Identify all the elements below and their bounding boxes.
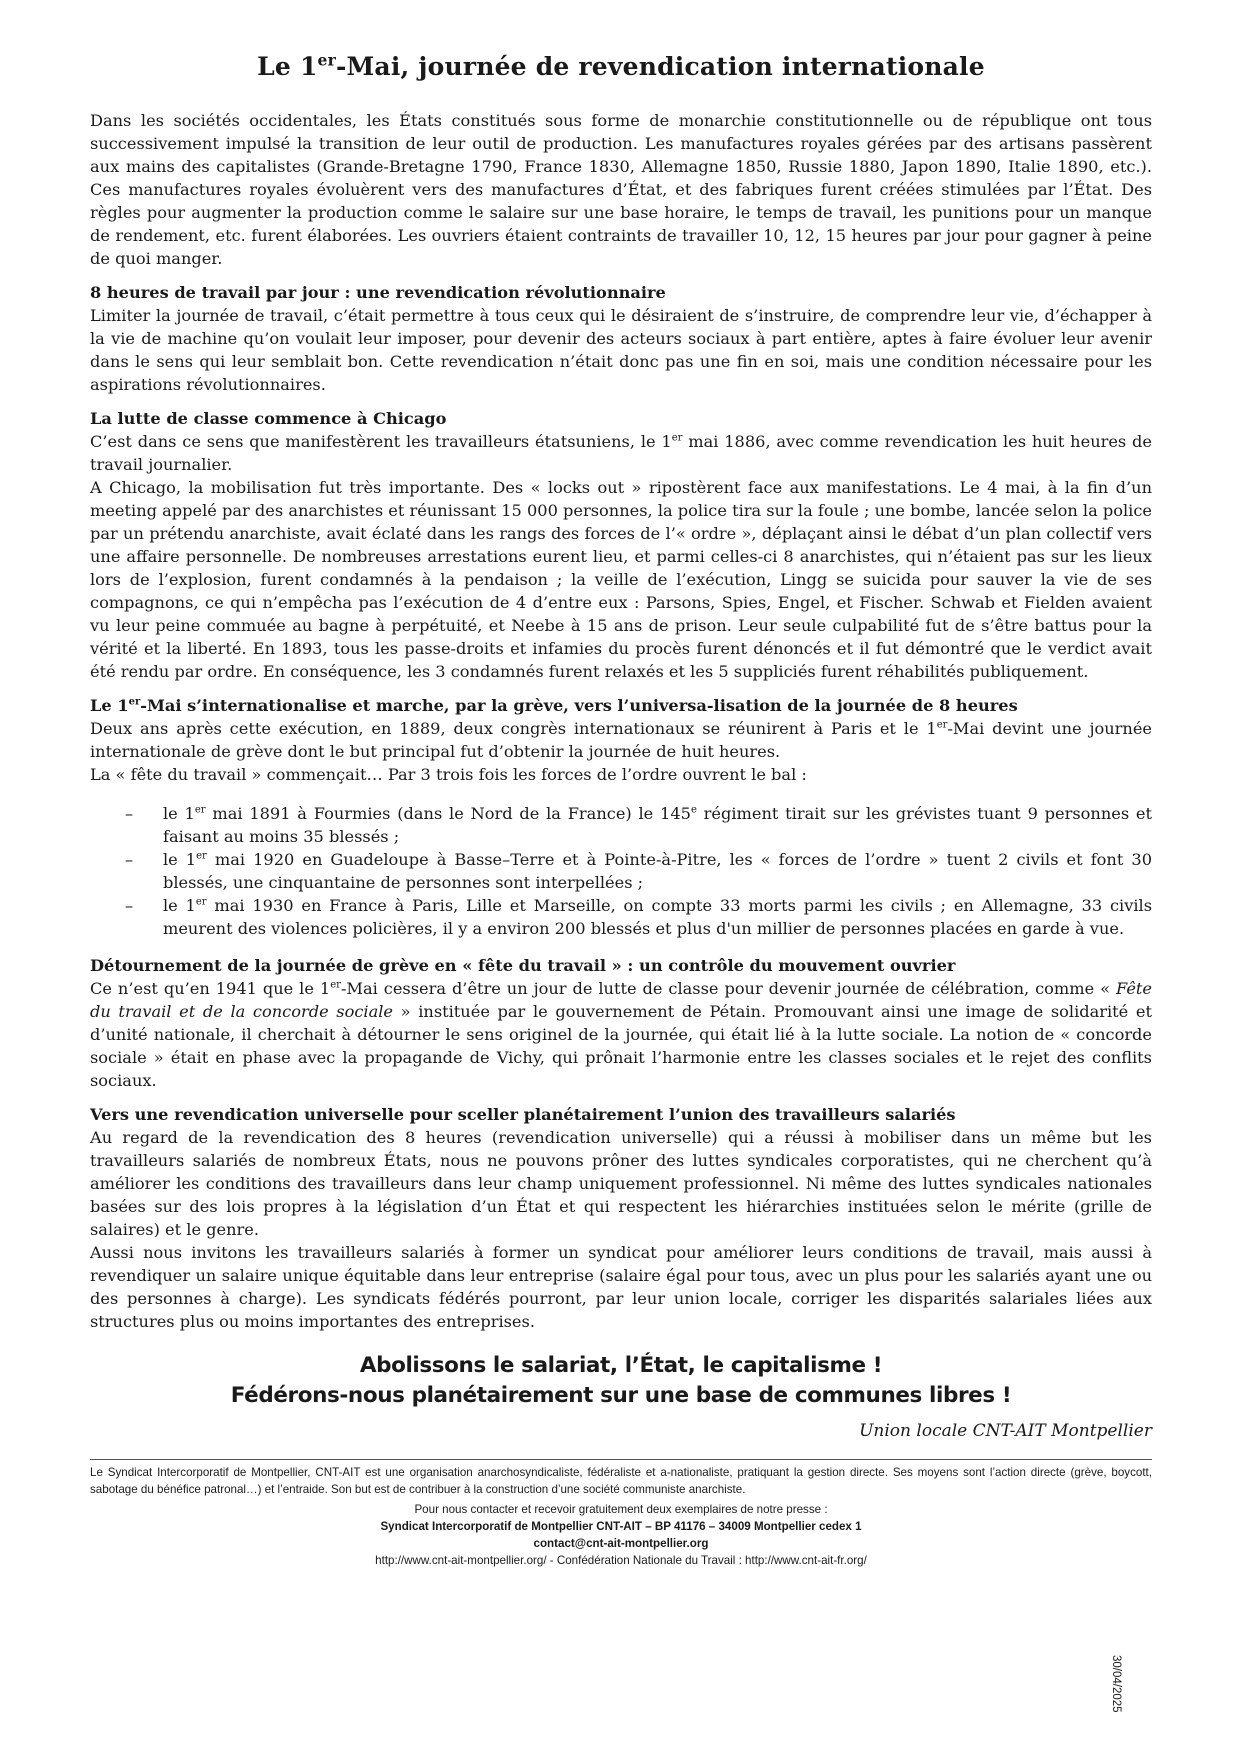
section-paragraph: C’est dans ce sens que manifestèrent les travailleurs étatsuniens, le 1er mai 1886, avec comme revendication les huit heures de travail journalier. (90, 432, 1152, 474)
section-title: Vers une revendication universelle pour sceller planétairement l’union des travailleurs salariés (90, 1105, 956, 1124)
list-item: – le 1er mai 1930 en France à Paris, Lille et Marseille, on compte 33 morts parmi les civils ; en Allemagne, 33 civils meurent des violences policières, il y a environ 200 blessés et plus d'un millier de personnes placées en garde à vue. (90, 894, 1152, 940)
signature: Union locale CNT-AIT Montpellier (859, 1421, 1152, 1441)
section-paragraph: Limiter la journée de travail, c’était permettre à tous ceux qui le désiraient de s’instruire, de comprendre leur vie, d’échapper à la vie de machine qu’on voulait leur imposer, pour devenir des acteurs sociaux à part entière, aptes à faire évoluer leur avenir dans le sens qui leur semblait bon. Cette revendication n’était donc pas une fin en soi, mais une condition nécessaire pour les aspirations révolutionnaires. (90, 306, 1152, 394)
footer (90, 1464, 1152, 1569)
section-paragraph: Ce n’est qu’en 1941 que le 1er-Mai cessera d’être un jour de lutte de classe pour devenir journée de célébration, comme « Fête du travail et de la concorde sociale » instituée par le gouvernement de Pétain. Promouvant ainsi une image de solidarité et d’unité nationale, il cherchait à détourner le sens originel de la journée, qui était lié à la lutte sociale. La notion de « concorde sociale » était en phase avec la propagande de Vichy, qui prônait l’harmonie entre les classes sociales et le rejet des conflits sociaux. (90, 979, 1153, 1090)
intro-paragraph: Dans les sociétés occidentales, les États constitués sous forme de monarchie constitutionnelle ou de république ont tous successivement impulsé la transition de leur outil de production. Les manufactures royales gérées par des artisans passèrent aux mains des capitalistes (Grande-Bretagne 1790, France 1830, Allemagne 1850, Russie 1880, Japon 1890, Italie 1890, etc.). Ces manufactures royales évoluèrent vers des manufactures d’État, et des fabriques furent créées stimulées par l’État. Des règles pour augmenter la production comme le salaire sur une base horaire, le temps de travail, les punitions pour un manque de rendement, etc. furent élaborées. Les ouvriers étaient contraints de travailler 10, 12, 15 heures par jour pour gagner à peine de quoi manger. (90, 111, 1152, 268)
section-chicago (90, 407, 1152, 683)
section-eight-hours (90, 281, 1152, 396)
section-fete-du-travail (90, 954, 1152, 1092)
section-title: 8 heures de travail par jour : une revendication révolutionnaire (90, 283, 666, 302)
document-page (90, 52, 1152, 1569)
contact-line: Pour nous contacter et recevoir gratuitement deux exemplaires de notre presse : (414, 1503, 828, 1516)
section-title: La lutte de classe commence à Chicago (90, 409, 447, 428)
slogan (90, 1351, 1152, 1411)
website-links[interactable]: http://www.cnt-ait-montpellier.org/ - Confédération Nationale du Travail : http://www.cnt-ait-fr.org/ (375, 1554, 867, 1567)
footer-contact (90, 1501, 1152, 1569)
section-paragraph: Deux ans après cette exécution, en 1889, deux congrès internationaux se réunirent à Paris et le 1er-Mai devint une journée internationale de grève dont le but principal fut d’obtenir la journée de huit heures. (90, 719, 1152, 761)
events-list (90, 802, 1152, 940)
section-title: Détournement de la journée de grève en « fête du travail » : un contrôle du mouvement ouvrier (90, 956, 956, 975)
footer-divider (90, 1459, 1152, 1460)
section-paragraph: La « fête du travail » commençait… Par 3 trois fois les forces de l’ordre ouvrent le bal : (90, 765, 807, 784)
list-item: – le 1er mai 1891 à Fourmies (dans le Nord de la France) le 145e régiment tirait sur les grévistes tuant 9 personnes et faisant au moins 35 blessés ; (90, 802, 1152, 848)
slogan-line: Abolissons le salariat, l’État, le capitalisme ! (359, 1353, 883, 1378)
section-internationalisation (90, 694, 1152, 940)
list-item: – le 1er mai 1920 en Guadeloupe à Basse–Terre et à Pointe-à-Pitre, les « forces de l’ordre » tuent 2 civils et font 30 blessés, une cinquantaine de personnes sont interpellées ; (90, 848, 1152, 894)
page-title: Le 1er-Mai, journée de revendication internationale (257, 50, 985, 81)
slogan-line: Fédérons-nous planétairement sur une base de communes libres ! (230, 1383, 1012, 1408)
postal-address: Syndicat Intercorporatif de Montpellier CNT-AIT – BP 41176 – 34009 Montpellier cedex 1 (380, 1520, 862, 1533)
section-paragraph: Aussi nous invitons les travailleurs salariés à former un syndicat pour améliorer leurs conditions de travail, mais aussi à revendiquer un salaire unique équitable dans leur entreprise (salaire égal pour tous, avec un plus pour les salariés ayant une ou des personnes à charge). Les syndicats fédérés pourront, par leur union locale, corriger les disparités salariales liées aux structures plus ou moins importantes des entreprises. (90, 1243, 1152, 1331)
section-universal-claim (90, 1103, 1152, 1333)
date-stamp: 30/04/2025 (1110, 1655, 1122, 1713)
email-link[interactable]: contact@cnt-ait-montpellier.org (533, 1537, 709, 1550)
section-title: Le 1er-Mai s’internationalise et marche, par la grève, vers l’universa-lisation de la journée de 8 heures (90, 696, 1018, 715)
section-paragraph: Au regard de la revendication des 8 heures (revendication universelle) qui a réussi à mobiliser dans un même but les travailleurs salariés de nombreux États, nous ne pouvons prôner des luttes syndicales corporatistes, qui ne cherchent qu’à améliorer les conditions des travailleurs dans leur champ uniquement professionnel. Ni même des luttes syndicales nationales basées sur des lois propres à la législation d’un État et qui respectent les hiérarchies instituées selon le mérite (grille de salaires) et le genre. (90, 1128, 1152, 1239)
footer-intro: Le Syndicat Intercorporatif de Montpellier, CNT-AIT est une organisation anarchosyndicaliste, fédéraliste et a-nationaliste, pratiquant la gestion directe. Ses moyens sont l’action directe (grève, boycott, sabotage du bénéfice patronal…) et l’entraide. Son but est de contribuer à la construction d’une société communiste anarchiste. (90, 1466, 1152, 1496)
section-paragraph: A Chicago, la mobilisation fut très importante. Des « locks out » ripostèrent face aux manifestations. Le 4 mai, à la fin d’un meeting appelé par des anarchistes et réunissant 15 000 personnes, la police tira sur la foule ; une bombe, lancée selon la police par un prétendu anarchiste, avait éclaté dans les rangs des forces de l’« ordre », déplaçant ainsi le débat d’un plan collectif vers une affaire personnelle. De nombreuses arrestations eurent lieu, et parmi celles-ci 8 anarchistes, qui n’étaient pas sur les lieux lors de l’explosion, furent condamnés à la pendaison ; la veille de l’exécution, Lingg se suicida pour sauver la vie de ses compagnons, ce qui n’empêcha pas l’exécution de 4 d’entre eux : Parsons, Spies, Engel, et Fischer. Schwab et Fielden avaient vu leur peine commuée au bagne à perpétuité, et Neebe à 15 ans de prison. Leur seule culpabilité fut de s’être battus pour la vérité et la liberté. En 1893, tous les passe-droits et infamies du procès furent dénoncés et il fut démontré que le verdict avait été rendu par ordre. En conséquence, les 3 condamnés furent relaxés et les 5 suppliciés furent réhabilités publiquement. (90, 478, 1152, 681)
